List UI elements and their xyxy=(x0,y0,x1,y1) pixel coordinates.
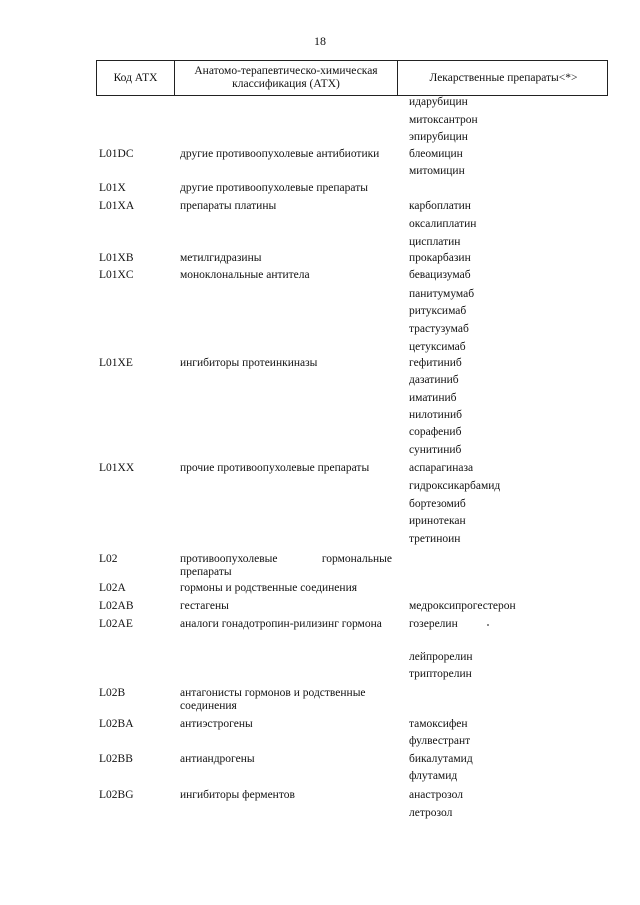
drug-name: митоксантрон xyxy=(409,114,478,126)
drug-name: сунитиниб xyxy=(409,444,462,456)
drug-name: фулвестрант xyxy=(409,735,471,747)
atc-classification: ингибиторы ферментов xyxy=(180,789,295,801)
drug-name: дазатиниб xyxy=(409,374,459,386)
atc-code: L01XE xyxy=(99,357,133,369)
drug-name: бевацизумаб xyxy=(409,269,471,281)
drug-name: карбоплатин xyxy=(409,200,471,212)
atc-code: L02A xyxy=(99,582,126,594)
drug-name: блеомицин xyxy=(409,148,463,160)
drug-name: оксалиплатин xyxy=(409,218,477,230)
header-classification: Анатомо-терапевтическо-химическая классификация (АТХ) xyxy=(175,61,398,95)
atc-classification: антиандрогены xyxy=(180,753,255,765)
drug-name: эпирубицин xyxy=(409,131,468,143)
atc-code: L02AE xyxy=(99,618,133,630)
atc-code: L02B xyxy=(99,687,126,699)
atc-classification: противоопухолевые гормональные препараты xyxy=(180,553,392,578)
drug-name: бикалутамид xyxy=(409,753,473,765)
atc-classification: антагонисты гормонов и родственные соединения xyxy=(180,687,366,712)
drug-name: третиноин xyxy=(409,533,461,545)
atc-classification: метилгидразины xyxy=(180,252,262,264)
drug-name: нилотиниб xyxy=(409,409,462,421)
atc-classification: моноклональные антитела xyxy=(180,269,310,281)
drug-name: медроксипрогестерон xyxy=(409,600,516,612)
atc-code: L01X xyxy=(99,182,126,194)
atc-classification: гестагены xyxy=(180,600,229,612)
header-code: Код АТХ xyxy=(97,61,175,95)
atc-code: L02BB xyxy=(99,753,133,765)
atc-code: L02AB xyxy=(99,600,134,612)
table-header xyxy=(96,60,608,96)
atc-code: L01XX xyxy=(99,462,135,474)
atc-code: L01DC xyxy=(99,148,134,160)
drug-name: ритуксимаб xyxy=(409,305,467,317)
drug-name: гидроксикарбамид xyxy=(409,480,501,492)
atc-classification: антиэстрогены xyxy=(180,718,253,730)
drug-name: трипторелин xyxy=(409,668,472,680)
atc-classification: ингибиторы протеинкиназы xyxy=(180,357,318,369)
drug-name: лейпрорелин xyxy=(409,651,473,663)
atc-classification: другие противоопухолевые препараты xyxy=(180,182,368,194)
atc-classification: препараты платины xyxy=(180,200,277,212)
drug-name: тамоксифен xyxy=(409,718,468,730)
drug-name: панитумумаб xyxy=(409,288,475,300)
atc-code: L01XA xyxy=(99,200,135,212)
drug-name: цетуксимаб xyxy=(409,341,466,353)
drug-name: сорафениб xyxy=(409,426,462,438)
drug-name: идарубицин xyxy=(409,96,468,108)
atc-code: L02BA xyxy=(99,718,134,730)
drug-name: анастрозол xyxy=(409,789,463,801)
atc-classification: другие противоопухолевые антибиотики xyxy=(180,148,380,160)
drug-name: гефитиниб xyxy=(409,357,462,369)
drug-name: гозерелин xyxy=(409,618,458,630)
drug-name: аспарагиназа xyxy=(409,462,474,474)
drug-name: иринотекан xyxy=(409,515,466,527)
atc-classification: аналоги гонадотропин-рилизинг гормона xyxy=(180,618,382,630)
drug-name: трастузумаб xyxy=(409,323,469,335)
drug-name: флутамид xyxy=(409,770,458,782)
atc-code: L02 xyxy=(99,553,118,565)
atc-code: L01XC xyxy=(99,269,134,281)
drug-name: прокарбазин xyxy=(409,252,471,264)
drug-name: летрозол xyxy=(409,807,453,819)
atc-classification: прочие противоопухолевые препараты xyxy=(180,462,370,474)
scan-speck xyxy=(487,624,489,626)
drug-name: митомицин xyxy=(409,165,465,177)
page-number: 18 xyxy=(314,34,326,48)
drug-name: бортезомиб xyxy=(409,498,466,510)
drug-name: цисплатин xyxy=(409,236,461,248)
atc-code: L01XB xyxy=(99,252,134,264)
header-drugs: Лекарственные препараты<*> xyxy=(429,71,578,84)
atc-classification: гормоны и родственные соединения xyxy=(180,582,358,594)
drug-name: иматиниб xyxy=(409,392,457,404)
atc-code: L02BG xyxy=(99,789,134,801)
